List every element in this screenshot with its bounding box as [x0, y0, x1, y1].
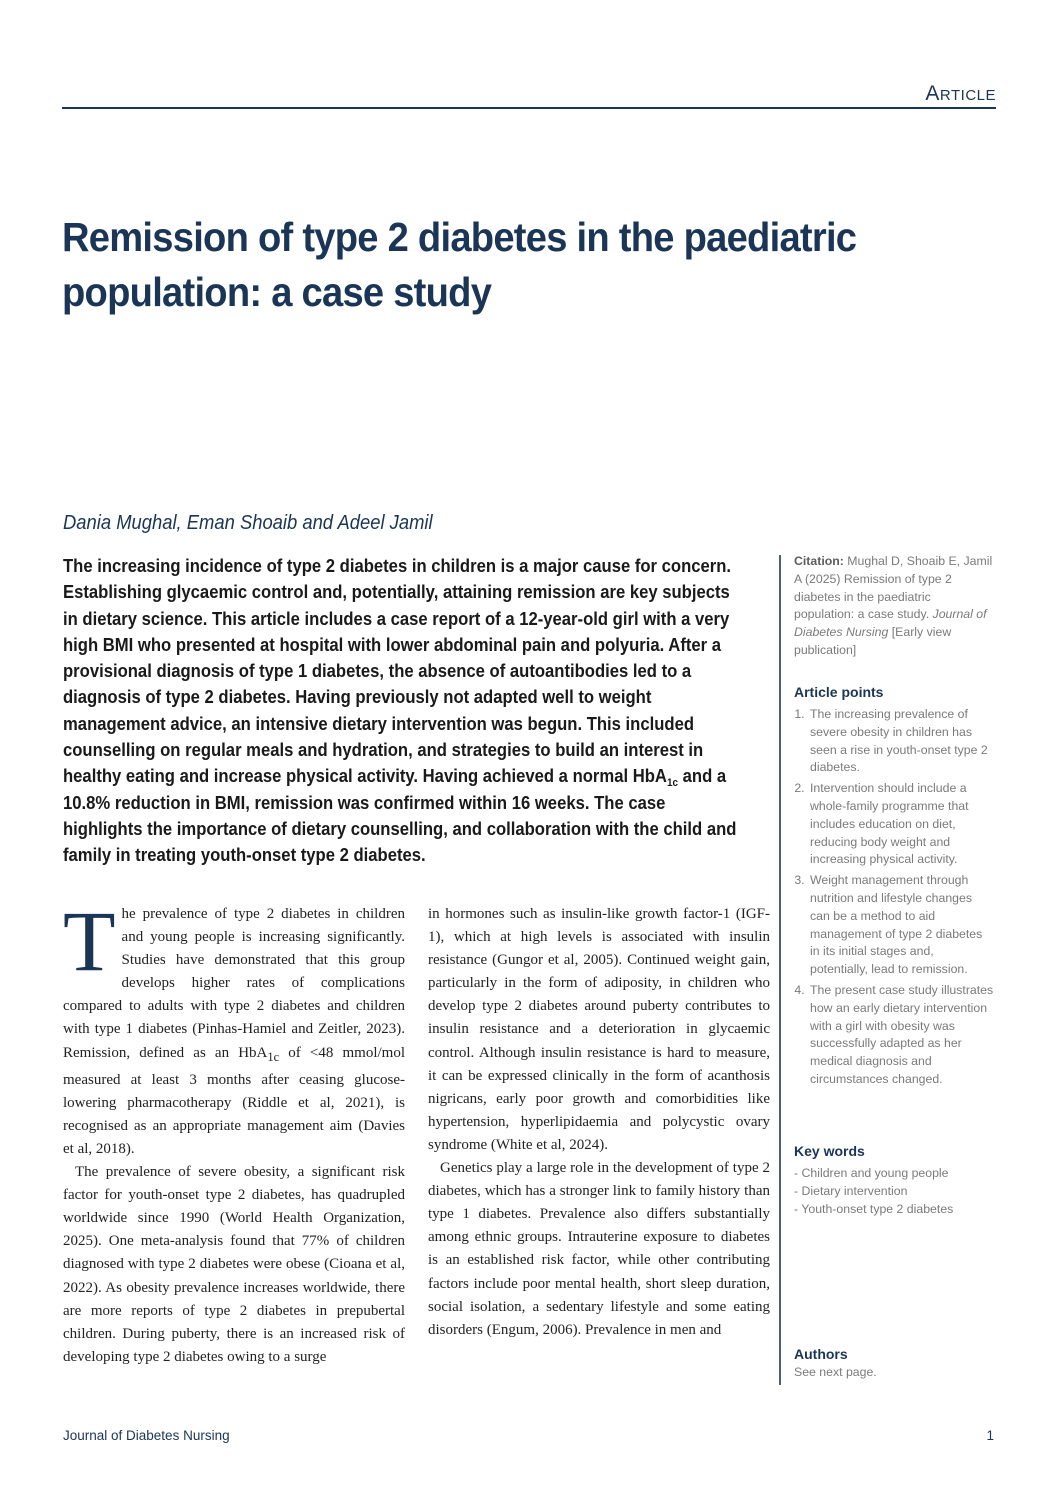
body-text: he prevalence of type 2 diabetes in children and young people is increasing significantly. Studies have demonstrated that this group develops higher rates of complications compared to adults with type 2 diabetes and children with type 1 diabetes (Pinhas-Hamiel and Zeitler, 2023). Remission, defined as an HbA [63, 906, 405, 1061]
citation-note: [Early view publication] [794, 625, 952, 657]
sidebar-rule [779, 555, 781, 1385]
article-title: Remission of type 2 diabetes in the paediatric population: a case study [62, 214, 857, 315]
abstract [63, 553, 747, 869]
article-point: 1. The increasing prevalence of severe obesity in children has seen a rise in youth-onset type 2 diabetes. [808, 706, 994, 777]
body-paragraph: in hormones such as insulin-like growth factor-1 (IGF-1), which at high levels is associated with insulin resistance (Gungor et al, 2005). Continued weight gain, particularly in the form of adiposity, in children who develop type 2 diabetes around puberty contributes to insulin resistance and a deterioration in glycaemic control. Although insulin resistance is hard to measure, it can be expressed clinically in the form of acanthosis nigricans, early poor growth and comorbidities like hypertension, hyperlipidaemia and polycystic ovary syndrome (White et al, 2024). [428, 906, 770, 1153]
abstract-text-1: The increasing incidence of type 2 diabetes in children is a major cause for concern. Establishing glycaemic control and, potentially, attaining remission are key subjects in dietary science. This article includes a case report of a 12-year-old girl with a very high BMI who presented at hospital with lower abdominal pain and polyuria. After a provisional diagnosis of type 1 diabetes, the absence of autoantibodies led to a diagnosis of type 2 diabetes. Having previously not adapted well to weight management advice, an intensive dietary intervention was begun. This included counselling on regular meals and hydration, and strategies to build an interest in healthy eating and increase physical activity. Having achieved a normal HbA [63, 555, 732, 787]
abstract-text-2: and a 10.8% reduction in BMI, remission was confirmed within 16 weeks. The case highlights the importance of dietary counselling, and collaboration with the child and family in treating youth-onset type 2 diabetes. [63, 765, 737, 866]
key-words-list [794, 1165, 994, 1218]
sidebar [794, 553, 994, 660]
article-point: 2. Intervention should include a whole-family programme that includes education on diet, reducing body weight and increasing physical activity. [808, 780, 994, 869]
citation-journal: Journal of Diabetes Nursing [794, 607, 987, 640]
abstract-subscript: 1c [666, 777, 679, 790]
key-words-heading: Key words [794, 1143, 865, 1159]
drop-cap: T [63, 893, 116, 989]
body-column-2 [428, 903, 770, 1342]
citation-label: Citation: [794, 554, 844, 568]
key-word: - Youth-onset type 2 diabetes [794, 1201, 994, 1219]
article-points-section [794, 682, 994, 1092]
article-point: 4. The present case study illustrates how an early dietary intervention with a girl with obesity was successfully adapted as her medical diagnosis and circumstances changed. [808, 982, 994, 1089]
article-authors: Dania Mughal, Eman Shoaib and Adeel Jamil [63, 512, 433, 534]
authors-heading: Authors [794, 1346, 848, 1362]
article-point: 3. Weight management through nutrition and lifestyle changes can be a method to aid management of type 2 diabetes in its initial stages and, potentially, lead to remission. [808, 872, 994, 979]
page-number: 1 [986, 1428, 994, 1443]
body-paragraph: Genetics play a large role in the development of type 2 diabetes, which has a stronger link to family history than type 1 diabetes. Prevalence also differs substantially among ethnic groups. Intrauterine exposure to diabetes is an established risk factor, while other contributing factors include poor mental health, short sleep duration, social isolation, a sedentary lifestyle and some eating disorders (Engum, 2006). Prevalence in men and [428, 1160, 770, 1338]
footer-journal-name: Journal of Diabetes Nursing [63, 1428, 230, 1443]
authors-section [794, 1344, 994, 1382]
article-points-heading: Article points [794, 684, 884, 700]
citation [794, 553, 994, 660]
section-label: Article [925, 82, 996, 105]
body-subscript: 1c [267, 1049, 280, 1064]
authors-note: See next page. [794, 1365, 877, 1379]
key-words-section [794, 1141, 994, 1218]
header-rule [62, 107, 996, 109]
key-word: - Dietary intervention [794, 1183, 994, 1201]
key-word: - Children and young people [794, 1165, 994, 1183]
body-text: of <48 mmol/mol measured at least 3 months after ceasing glucose-lowering pharmacotherapy (Riddle et al, 2021), is recognised as an appropriate management aim (Davies et al, 2018). [63, 1044, 405, 1157]
article-points-list [794, 706, 994, 1089]
body-paragraph [63, 893, 405, 1161]
body-paragraph: The prevalence of severe obesity, a significant risk factor for youth-onset type 2 diabetes, has quadrupled worldwide since 1990 (World Health Organization, 2025). One meta-analysis found that 77% of children diagnosed with type 2 diabetes were obese (Cioana et al, 2022). As obesity prevalence increases worldwide, there are more reports of type 2 diabetes in prepubertal children. During puberty, there is an increased risk of developing type 2 diabetes owing to a surge [63, 1164, 405, 1365]
citation-text: Mughal D, Shoaib E, Jamil A (2025) Remission of type 2 diabetes in the paediatric population: a case study. [794, 554, 993, 622]
body-column-1 [63, 893, 405, 1369]
